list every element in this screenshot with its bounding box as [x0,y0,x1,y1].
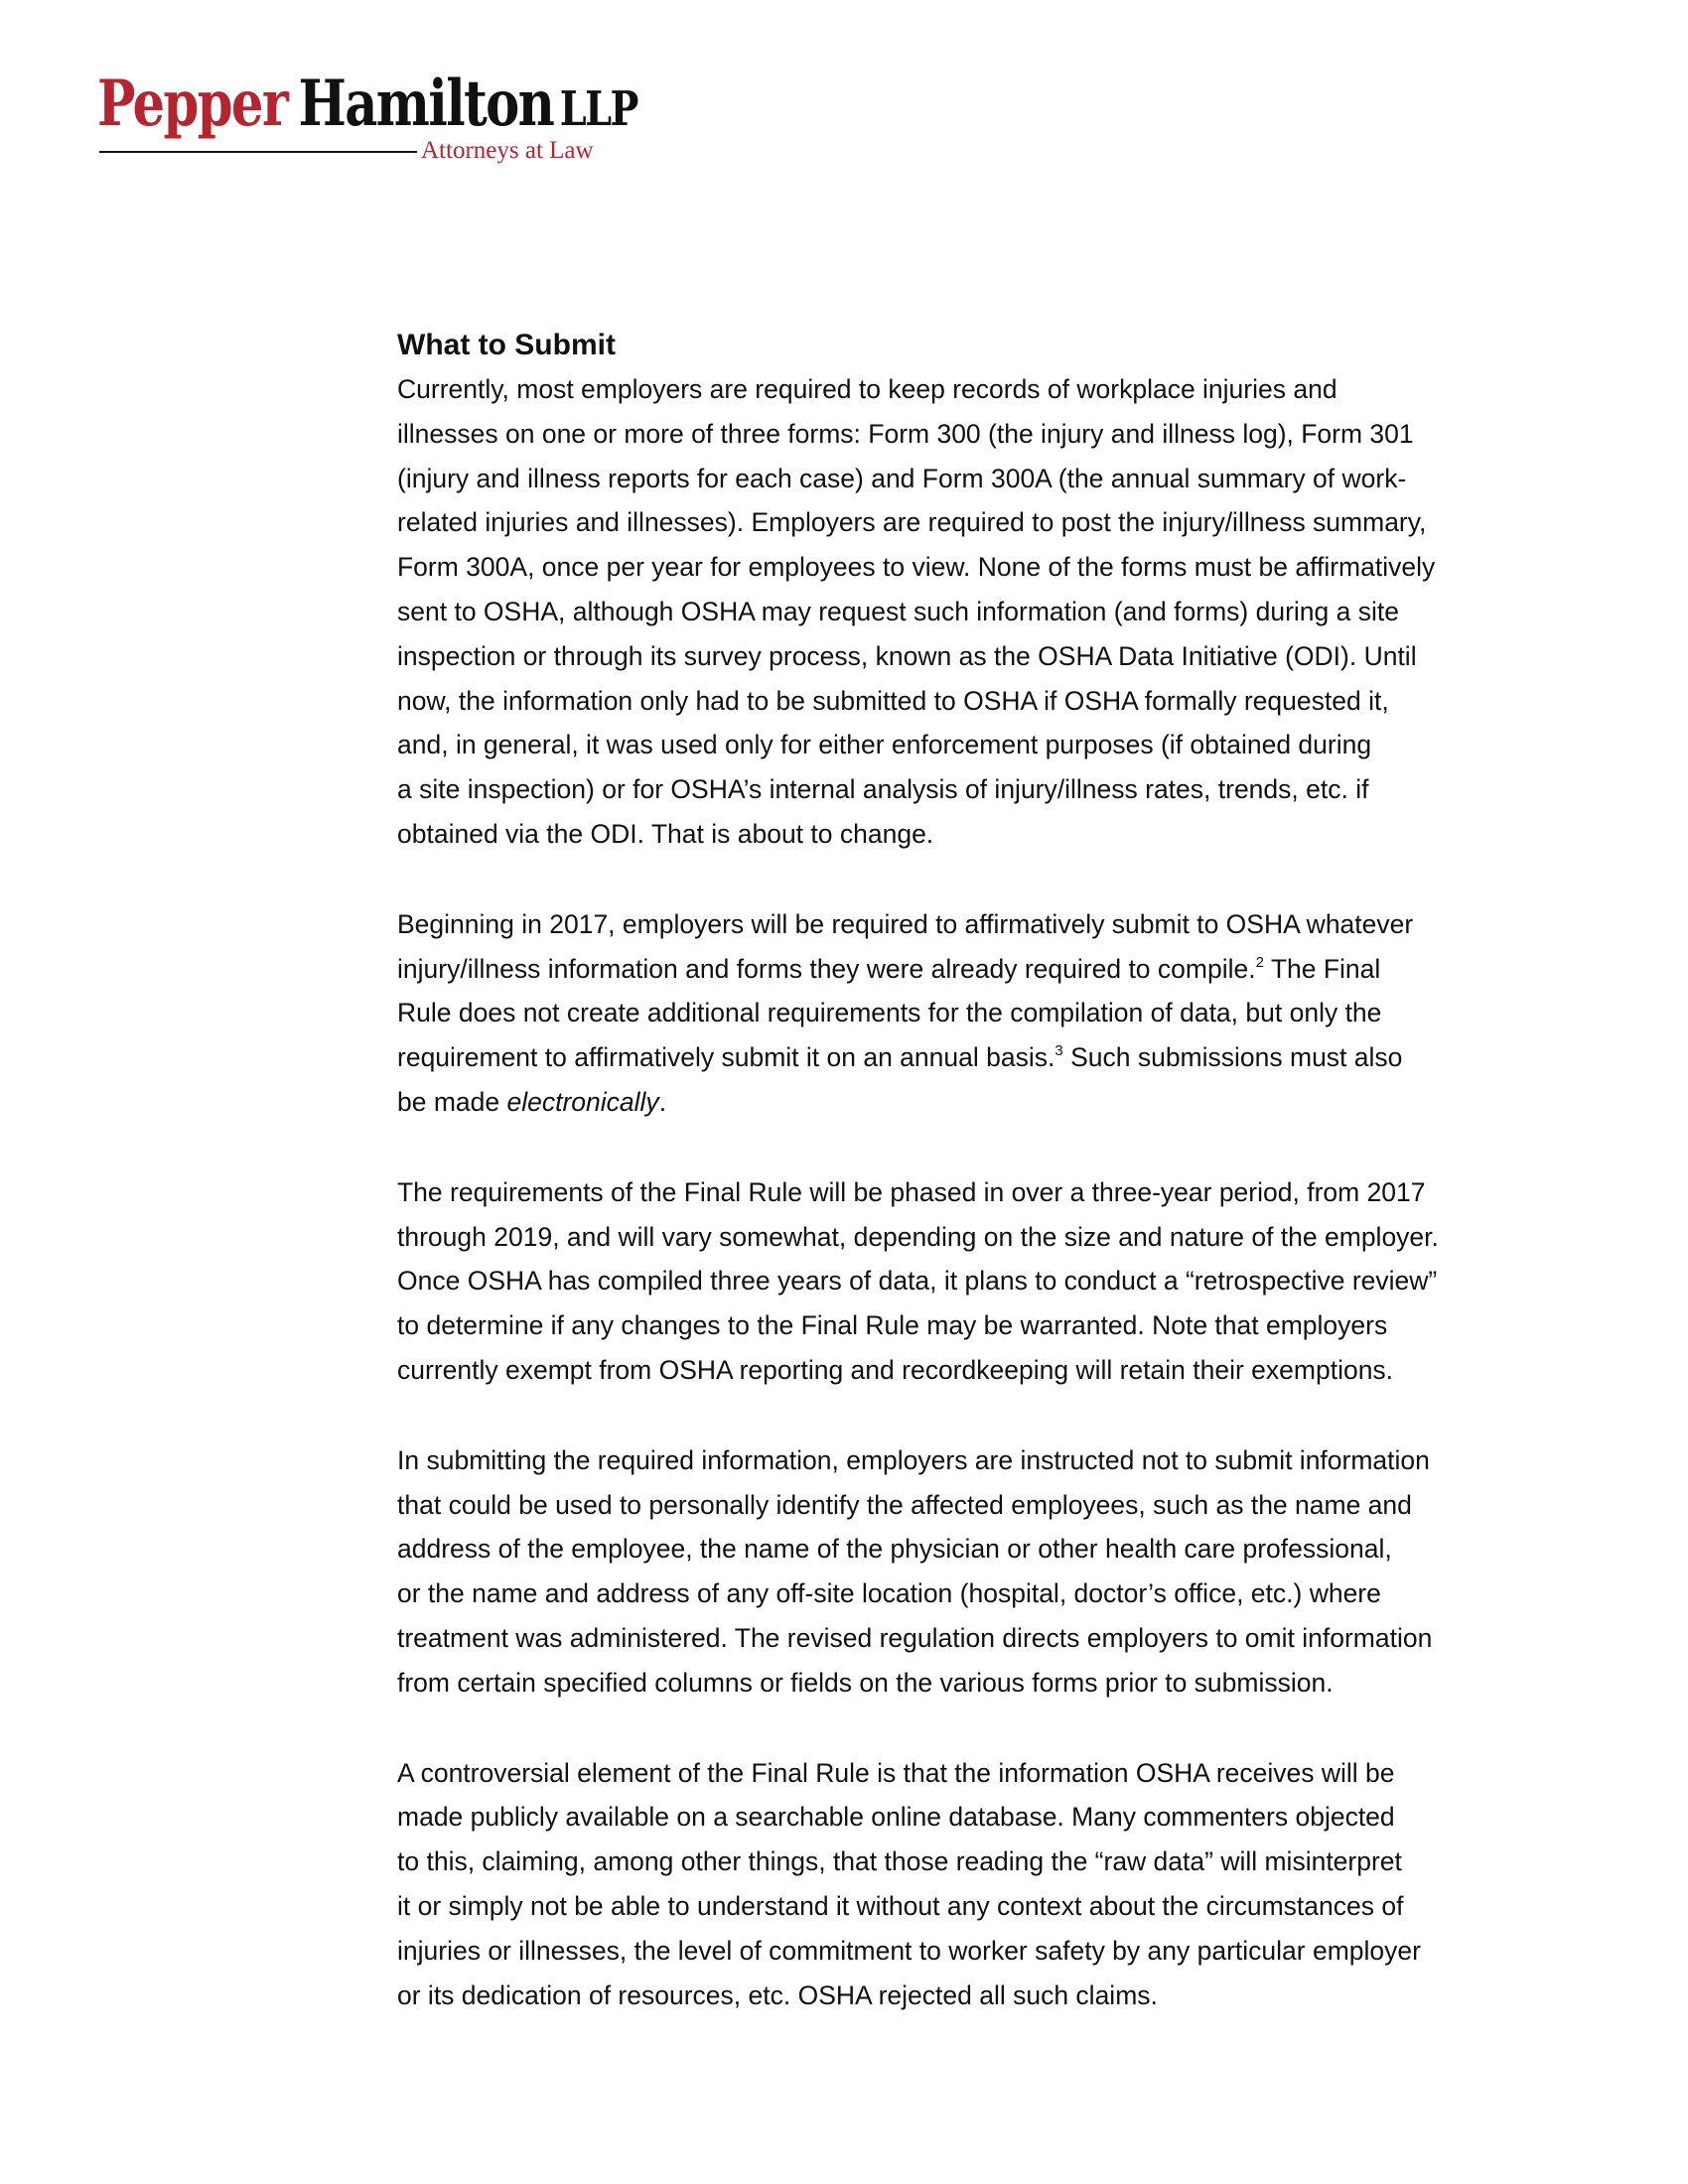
footnote-ref-3: 3 [1055,1042,1063,1060]
text-line: (injury and illness reports for each case) and Form 300A (the annual summary of work- [397,463,1407,493]
text-segment: be made [397,1086,507,1117]
text-line: to determine if any changes to the Final Rule may be warranted. Note that employers [397,1310,1388,1341]
logo-wordmark [97,69,637,144]
text-line: or its dedication of resources, etc. OSHA rejected all such claims. [397,1979,1158,2010]
text-segment: injury/illness information and forms they were already required to compile. [397,953,1256,984]
text-line: a site inspection) or for OSHA’s internal analysis of injury/illness rates, trends, etc. if [397,774,1369,805]
text-line: or the name and address of any off-site location (hospital, doctor’s office, etc.) where [397,1578,1381,1609]
text-line: and, in general, it was used only for either enforcement purposes (if obtained during [397,730,1372,760]
text-line: The requirements of the Final Rule will be phased in over a three-year period, from 2017 [397,1176,1426,1207]
text-line: injuries or illnesses, the level of commitment to worker safety by any particular employer [397,1935,1421,1966]
text-line: treatment was administered. The revised regulation directs employers to omit information [397,1622,1433,1653]
text-line: obtained via the ODI. That is about to change. [397,818,934,849]
footnote-ref-2: 2 [1255,953,1264,971]
text-line: In submitting the required information, employers are instructed not to submit information [397,1444,1430,1475]
logo-suffix: LLP [559,81,637,137]
text-line: inspection or through its survey process, known as the OSHA Data Initiative (ODI). Until [397,640,1417,671]
text-line: related injuries and illnesses). Employers are required to post the injury/illness summary, [397,507,1427,538]
text-line: Beginning in 2017, employers will be required to affirmatively submit to OSHA whatever [397,908,1414,939]
section-heading: What to Submit [397,329,616,361]
paragraph-phase-in [397,1170,1509,1393]
text-line [397,947,1509,992]
text-line [397,1080,1509,1125]
logo-rule [99,151,417,153]
paragraph-current-requirements [397,367,1509,857]
text-line: it or simply not be able to understand it without any context about the circumstances of [397,1890,1404,1921]
text-line: sent to OSHA, although OSHA may request such information (and forms) during a site [397,596,1399,626]
logo-tagline: Attorneys at Law [421,137,594,164]
text-line: through 2019, and will vary somewhat, depending on the size and nature of the employer. [397,1221,1439,1252]
text-line: that could be used to personally identify the affected employees, such as the name and [397,1489,1412,1520]
text-line [397,1035,1509,1080]
text-segment: Such submissions must also [1062,1042,1403,1073]
text-segment: requirement to affirmatively submit it on an annual basis. [397,1042,1055,1073]
text-line: to this, claiming, among other things, that those reading the “raw data” will misinterpret [397,1846,1402,1877]
text-line: Once OSHA has compiled three years of data, it plans to conduct a “retrospective review” [397,1266,1438,1297]
emphasis-electronically: electronically [506,1086,659,1117]
text-line: made publicly available on a searchable online database. Many commenters objected [397,1802,1395,1833]
text-line: from certain specified columns or fields on the various forms prior to submission. [397,1667,1334,1698]
text-line: now, the information only had to be submitted to OSHA if OSHA formally requested it, [397,685,1389,716]
logo-word-hamilton: Hamilton [298,67,554,141]
text-line: Currently, most employers are required to keep records of workplace injuries and [397,374,1337,404]
article-body [397,326,1509,2063]
paragraph-public-database [397,1751,1509,2018]
text-line: currently exempt from OSHA reporting and recordkeeping will retain their exemptions. [397,1354,1394,1385]
text-line: Rule does not create additional requirements for the compilation of data, but only the [397,998,1382,1028]
text-segment: . [658,1086,667,1117]
paragraph-2017-submission [397,902,1509,1125]
firm-logo [97,67,637,169]
text-line: illnesses on one or more of three forms: Form 300 (the injury and illness log), Form 301 [397,418,1414,449]
text-line: address of the employee, the name of the physician or other health care professional, [397,1534,1392,1565]
logo-word-pepper: Pepper [97,67,288,141]
text-line: A controversial element of the Final Rule is that the information OSHA receives will be [397,1757,1395,1788]
paragraph-personal-information [397,1438,1509,1706]
text-segment: The Final [1263,953,1381,984]
text-line: Form 300A, once per year for employees to view. None of the forms must be affirmatively [397,552,1436,583]
